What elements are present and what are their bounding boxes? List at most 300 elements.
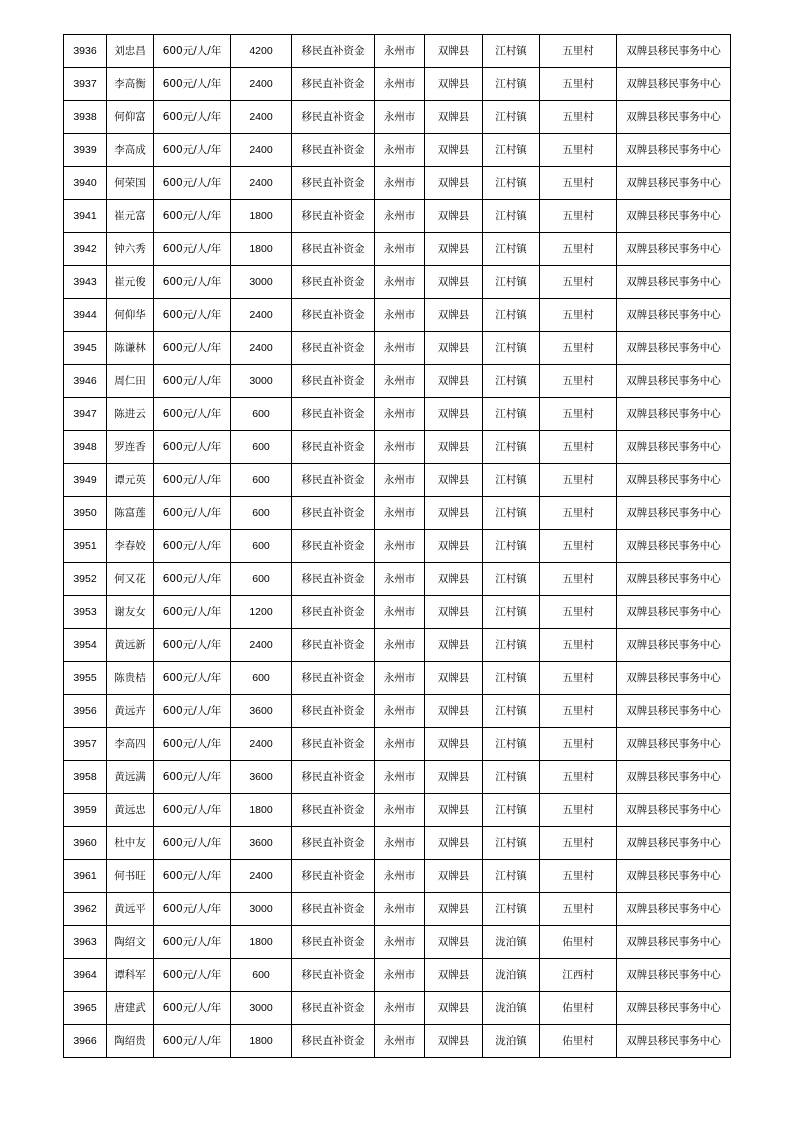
fund-type-cell: 移民直补资金	[292, 827, 375, 860]
amount-cell: 2400	[231, 68, 292, 101]
village-cell: 五里村	[540, 530, 617, 563]
fund-type-cell: 移民直补资金	[292, 662, 375, 695]
town-cell: 江村镇	[483, 794, 540, 827]
town-cell: 江村镇	[483, 101, 540, 134]
standard-cell: 600元/人/年	[154, 233, 231, 266]
town-cell: 江村镇	[483, 332, 540, 365]
agency-cell: 双牌县移民事务中心	[617, 761, 731, 794]
serial-number-cell: 3939	[64, 134, 107, 167]
table-row	[64, 1025, 731, 1058]
fund-type-cell: 移民直补资金	[292, 497, 375, 530]
village-cell: 五里村	[540, 68, 617, 101]
city-cell: 永州市	[375, 332, 425, 365]
serial-number-cell: 3956	[64, 695, 107, 728]
standard-cell: 600元/人/年	[154, 464, 231, 497]
agency-cell: 双牌县移民事务中心	[617, 365, 731, 398]
standard-cell: 600元/人/年	[154, 167, 231, 200]
city-cell: 永州市	[375, 959, 425, 992]
table-row	[64, 101, 731, 134]
table-row	[64, 299, 731, 332]
amount-cell: 600	[231, 662, 292, 695]
county-cell: 双牌县	[425, 959, 483, 992]
serial-number-cell: 3955	[64, 662, 107, 695]
name-cell: 杜中友	[107, 827, 154, 860]
fund-type-cell: 移民直补资金	[292, 860, 375, 893]
standard-cell: 600元/人/年	[154, 332, 231, 365]
county-cell: 双牌县	[425, 167, 483, 200]
serial-number-cell: 3942	[64, 233, 107, 266]
town-cell: 江村镇	[483, 497, 540, 530]
table-row	[64, 629, 731, 662]
fund-type-cell: 移民直补资金	[292, 266, 375, 299]
city-cell: 永州市	[375, 926, 425, 959]
town-cell: 江村镇	[483, 827, 540, 860]
agency-cell: 双牌县移民事务中心	[617, 629, 731, 662]
name-cell: 黄远忠	[107, 794, 154, 827]
village-cell: 五里村	[540, 728, 617, 761]
county-cell: 双牌县	[425, 266, 483, 299]
table-row	[64, 827, 731, 860]
village-cell: 五里村	[540, 134, 617, 167]
agency-cell: 双牌县移民事务中心	[617, 794, 731, 827]
amount-cell: 2400	[231, 629, 292, 662]
city-cell: 永州市	[375, 398, 425, 431]
standard-cell: 600元/人/年	[154, 563, 231, 596]
city-cell: 永州市	[375, 530, 425, 563]
amount-cell: 600	[231, 530, 292, 563]
standard-cell: 600元/人/年	[154, 695, 231, 728]
fund-type-cell: 移民直补资金	[292, 1025, 375, 1058]
county-cell: 双牌县	[425, 497, 483, 530]
city-cell: 永州市	[375, 134, 425, 167]
serial-number-cell: 3937	[64, 68, 107, 101]
table-row	[64, 893, 731, 926]
county-cell: 双牌县	[425, 101, 483, 134]
city-cell: 永州市	[375, 728, 425, 761]
village-cell: 五里村	[540, 695, 617, 728]
city-cell: 永州市	[375, 167, 425, 200]
fund-type-cell: 移民直补资金	[292, 464, 375, 497]
town-cell: 江村镇	[483, 365, 540, 398]
table-row	[64, 332, 731, 365]
town-cell: 江村镇	[483, 662, 540, 695]
town-cell: 江村镇	[483, 464, 540, 497]
agency-cell: 双牌县移民事务中心	[617, 101, 731, 134]
fund-type-cell: 移民直补资金	[292, 299, 375, 332]
amount-cell: 3600	[231, 827, 292, 860]
amount-cell: 2400	[231, 332, 292, 365]
county-cell: 双牌县	[425, 596, 483, 629]
amount-cell: 2400	[231, 860, 292, 893]
agency-cell: 双牌县移民事务中心	[617, 926, 731, 959]
town-cell: 江村镇	[483, 200, 540, 233]
town-cell: 江村镇	[483, 35, 540, 68]
name-cell: 陈富莲	[107, 497, 154, 530]
city-cell: 永州市	[375, 68, 425, 101]
fund-type-cell: 移民直补资金	[292, 959, 375, 992]
amount-cell: 2400	[231, 167, 292, 200]
town-cell: 泷泊镇	[483, 992, 540, 1025]
village-cell: 佑里村	[540, 992, 617, 1025]
agency-cell: 双牌县移民事务中心	[617, 695, 731, 728]
agency-cell: 双牌县移民事务中心	[617, 563, 731, 596]
table-row	[64, 431, 731, 464]
name-cell: 何荣国	[107, 167, 154, 200]
serial-number-cell: 3943	[64, 266, 107, 299]
table-row	[64, 596, 731, 629]
table-row	[64, 794, 731, 827]
amount-cell: 1200	[231, 596, 292, 629]
village-cell: 五里村	[540, 431, 617, 464]
standard-cell: 600元/人/年	[154, 431, 231, 464]
standard-cell: 600元/人/年	[154, 992, 231, 1025]
village-cell: 五里村	[540, 398, 617, 431]
standard-cell: 600元/人/年	[154, 530, 231, 563]
village-cell: 五里村	[540, 464, 617, 497]
standard-cell: 600元/人/年	[154, 959, 231, 992]
city-cell: 永州市	[375, 893, 425, 926]
village-cell: 五里村	[540, 233, 617, 266]
city-cell: 永州市	[375, 431, 425, 464]
city-cell: 永州市	[375, 365, 425, 398]
standard-cell: 600元/人/年	[154, 299, 231, 332]
village-cell: 五里村	[540, 662, 617, 695]
fund-type-cell: 移民直补资金	[292, 695, 375, 728]
fund-type-cell: 移民直补资金	[292, 101, 375, 134]
fund-type-cell: 移民直补资金	[292, 530, 375, 563]
agency-cell: 双牌县移民事务中心	[617, 1025, 731, 1058]
name-cell: 崔元富	[107, 200, 154, 233]
table-row	[64, 860, 731, 893]
agency-cell: 双牌县移民事务中心	[617, 35, 731, 68]
county-cell: 双牌县	[425, 233, 483, 266]
county-cell: 双牌县	[425, 728, 483, 761]
amount-cell: 600	[231, 431, 292, 464]
table-row	[64, 728, 731, 761]
city-cell: 永州市	[375, 200, 425, 233]
town-cell: 泷泊镇	[483, 1025, 540, 1058]
village-cell: 五里村	[540, 827, 617, 860]
serial-number-cell: 3938	[64, 101, 107, 134]
village-cell: 五里村	[540, 860, 617, 893]
fund-type-cell: 移民直补资金	[292, 728, 375, 761]
fund-type-cell: 移民直补资金	[292, 398, 375, 431]
fund-type-cell: 移民直补资金	[292, 992, 375, 1025]
fund-type-cell: 移民直补资金	[292, 926, 375, 959]
town-cell: 江村镇	[483, 860, 540, 893]
serial-number-cell: 3959	[64, 794, 107, 827]
amount-cell: 2400	[231, 728, 292, 761]
standard-cell: 600元/人/年	[154, 827, 231, 860]
name-cell: 崔元俊	[107, 266, 154, 299]
standard-cell: 600元/人/年	[154, 365, 231, 398]
serial-number-cell: 3963	[64, 926, 107, 959]
village-cell: 五里村	[540, 266, 617, 299]
serial-number-cell: 3948	[64, 431, 107, 464]
town-cell: 江村镇	[483, 695, 540, 728]
name-cell: 周仁田	[107, 365, 154, 398]
village-cell: 五里村	[540, 629, 617, 662]
village-cell: 五里村	[540, 200, 617, 233]
town-cell: 江村镇	[483, 233, 540, 266]
amount-cell: 1800	[231, 794, 292, 827]
amount-cell: 1800	[231, 926, 292, 959]
county-cell: 双牌县	[425, 629, 483, 662]
town-cell: 江村镇	[483, 299, 540, 332]
name-cell: 何又花	[107, 563, 154, 596]
name-cell: 陶绍贵	[107, 1025, 154, 1058]
standard-cell: 600元/人/年	[154, 398, 231, 431]
serial-number-cell: 3951	[64, 530, 107, 563]
fund-type-cell: 移民直补资金	[292, 893, 375, 926]
city-cell: 永州市	[375, 992, 425, 1025]
name-cell: 黄远卉	[107, 695, 154, 728]
name-cell: 李高成	[107, 134, 154, 167]
standard-cell: 600元/人/年	[154, 662, 231, 695]
amount-cell: 2400	[231, 299, 292, 332]
county-cell: 双牌县	[425, 827, 483, 860]
village-cell: 五里村	[540, 794, 617, 827]
name-cell: 何仰富	[107, 101, 154, 134]
village-cell: 五里村	[540, 101, 617, 134]
name-cell: 谢友女	[107, 596, 154, 629]
town-cell: 江村镇	[483, 68, 540, 101]
city-cell: 永州市	[375, 266, 425, 299]
name-cell: 陈进云	[107, 398, 154, 431]
town-cell: 江村镇	[483, 431, 540, 464]
table-row	[64, 200, 731, 233]
county-cell: 双牌县	[425, 992, 483, 1025]
name-cell: 唐建武	[107, 992, 154, 1025]
county-cell: 双牌县	[425, 431, 483, 464]
agency-cell: 双牌县移民事务中心	[617, 662, 731, 695]
amount-cell: 2400	[231, 101, 292, 134]
city-cell: 永州市	[375, 629, 425, 662]
standard-cell: 600元/人/年	[154, 893, 231, 926]
amount-cell: 600	[231, 959, 292, 992]
agency-cell: 双牌县移民事务中心	[617, 497, 731, 530]
name-cell: 刘忠昌	[107, 35, 154, 68]
serial-number-cell: 3960	[64, 827, 107, 860]
fund-type-cell: 移民直补资金	[292, 332, 375, 365]
fund-type-cell: 移民直补资金	[292, 761, 375, 794]
name-cell: 谭科军	[107, 959, 154, 992]
city-cell: 永州市	[375, 662, 425, 695]
table-row	[64, 761, 731, 794]
name-cell: 李高四	[107, 728, 154, 761]
amount-cell: 2400	[231, 134, 292, 167]
village-cell: 五里村	[540, 761, 617, 794]
table-row	[64, 266, 731, 299]
name-cell: 陈贵桔	[107, 662, 154, 695]
agency-cell: 双牌县移民事务中心	[617, 596, 731, 629]
amount-cell: 3000	[231, 365, 292, 398]
table-row	[64, 233, 731, 266]
town-cell: 江村镇	[483, 398, 540, 431]
agency-cell: 双牌县移民事务中心	[617, 860, 731, 893]
name-cell: 黄远新	[107, 629, 154, 662]
village-cell: 五里村	[540, 167, 617, 200]
standard-cell: 600元/人/年	[154, 926, 231, 959]
amount-cell: 600	[231, 497, 292, 530]
serial-number-cell: 3966	[64, 1025, 107, 1058]
agency-cell: 双牌县移民事务中心	[617, 134, 731, 167]
standard-cell: 600元/人/年	[154, 794, 231, 827]
village-cell: 五里村	[540, 497, 617, 530]
agency-cell: 双牌县移民事务中心	[617, 530, 731, 563]
serial-number-cell: 3945	[64, 332, 107, 365]
standard-cell: 600元/人/年	[154, 629, 231, 662]
town-cell: 江村镇	[483, 266, 540, 299]
agency-cell: 双牌县移民事务中心	[617, 398, 731, 431]
standard-cell: 600元/人/年	[154, 200, 231, 233]
serial-number-cell: 3957	[64, 728, 107, 761]
city-cell: 永州市	[375, 233, 425, 266]
fund-type-cell: 移民直补资金	[292, 68, 375, 101]
fund-type-cell: 移民直补资金	[292, 596, 375, 629]
table-row	[64, 992, 731, 1025]
table-row	[64, 35, 731, 68]
town-cell: 江村镇	[483, 728, 540, 761]
agency-cell: 双牌县移民事务中心	[617, 167, 731, 200]
name-cell: 谭元英	[107, 464, 154, 497]
table-row	[64, 365, 731, 398]
serial-number-cell: 3946	[64, 365, 107, 398]
serial-number-cell: 3941	[64, 200, 107, 233]
amount-cell: 1800	[231, 1025, 292, 1058]
amount-cell: 1800	[231, 233, 292, 266]
amount-cell: 3000	[231, 266, 292, 299]
city-cell: 永州市	[375, 860, 425, 893]
town-cell: 江村镇	[483, 893, 540, 926]
village-cell: 江西村	[540, 959, 617, 992]
town-cell: 江村镇	[483, 134, 540, 167]
agency-cell: 双牌县移民事务中心	[617, 332, 731, 365]
fund-type-cell: 移民直补资金	[292, 35, 375, 68]
town-cell: 泷泊镇	[483, 926, 540, 959]
amount-cell: 3000	[231, 893, 292, 926]
amount-cell: 4200	[231, 35, 292, 68]
fund-type-cell: 移民直补资金	[292, 629, 375, 662]
table-row	[64, 464, 731, 497]
county-cell: 双牌县	[425, 893, 483, 926]
serial-number-cell: 3965	[64, 992, 107, 1025]
table-row	[64, 959, 731, 992]
fund-type-cell: 移民直补资金	[292, 563, 375, 596]
county-cell: 双牌县	[425, 1025, 483, 1058]
serial-number-cell: 3947	[64, 398, 107, 431]
county-cell: 双牌县	[425, 68, 483, 101]
serial-number-cell: 3954	[64, 629, 107, 662]
village-cell: 五里村	[540, 365, 617, 398]
fund-type-cell: 移民直补资金	[292, 431, 375, 464]
village-cell: 五里村	[540, 563, 617, 596]
table-row	[64, 167, 731, 200]
agency-cell: 双牌县移民事务中心	[617, 200, 731, 233]
agency-cell: 双牌县移民事务中心	[617, 959, 731, 992]
name-cell: 何仰华	[107, 299, 154, 332]
city-cell: 永州市	[375, 827, 425, 860]
serial-number-cell: 3949	[64, 464, 107, 497]
county-cell: 双牌县	[425, 530, 483, 563]
county-cell: 双牌县	[425, 134, 483, 167]
table-row	[64, 398, 731, 431]
fund-type-cell: 移民直补资金	[292, 167, 375, 200]
table-row	[64, 695, 731, 728]
agency-cell: 双牌县移民事务中心	[617, 464, 731, 497]
table-row	[64, 530, 731, 563]
table-row	[64, 134, 731, 167]
name-cell: 陶绍文	[107, 926, 154, 959]
amount-cell: 1800	[231, 200, 292, 233]
city-cell: 永州市	[375, 596, 425, 629]
fund-type-cell: 移民直补资金	[292, 134, 375, 167]
county-cell: 双牌县	[425, 860, 483, 893]
county-cell: 双牌县	[425, 563, 483, 596]
agency-cell: 双牌县移民事务中心	[617, 266, 731, 299]
fund-type-cell: 移民直补资金	[292, 794, 375, 827]
table-body	[64, 35, 731, 1058]
name-cell: 黄远平	[107, 893, 154, 926]
standard-cell: 600元/人/年	[154, 68, 231, 101]
city-cell: 永州市	[375, 1025, 425, 1058]
town-cell: 泷泊镇	[483, 959, 540, 992]
amount-cell: 3000	[231, 992, 292, 1025]
county-cell: 双牌县	[425, 200, 483, 233]
standard-cell: 600元/人/年	[154, 1025, 231, 1058]
town-cell: 江村镇	[483, 761, 540, 794]
agency-cell: 双牌县移民事务中心	[617, 827, 731, 860]
county-cell: 双牌县	[425, 926, 483, 959]
table-row	[64, 662, 731, 695]
amount-cell: 3600	[231, 695, 292, 728]
amount-cell: 600	[231, 398, 292, 431]
standard-cell: 600元/人/年	[154, 35, 231, 68]
name-cell: 李高衡	[107, 68, 154, 101]
serial-number-cell: 3936	[64, 35, 107, 68]
county-cell: 双牌县	[425, 695, 483, 728]
town-cell: 江村镇	[483, 167, 540, 200]
county-cell: 双牌县	[425, 794, 483, 827]
table-row	[64, 926, 731, 959]
serial-number-cell: 3950	[64, 497, 107, 530]
county-cell: 双牌县	[425, 464, 483, 497]
standard-cell: 600元/人/年	[154, 266, 231, 299]
fund-type-cell: 移民直补资金	[292, 365, 375, 398]
name-cell: 李春姣	[107, 530, 154, 563]
name-cell: 钟六秀	[107, 233, 154, 266]
agency-cell: 双牌县移民事务中心	[617, 233, 731, 266]
agency-cell: 双牌县移民事务中心	[617, 299, 731, 332]
standard-cell: 600元/人/年	[154, 761, 231, 794]
amount-cell: 600	[231, 464, 292, 497]
amount-cell: 3600	[231, 761, 292, 794]
fund-type-cell: 移民直补资金	[292, 233, 375, 266]
agency-cell: 双牌县移民事务中心	[617, 893, 731, 926]
serial-number-cell: 3964	[64, 959, 107, 992]
city-cell: 永州市	[375, 497, 425, 530]
county-cell: 双牌县	[425, 398, 483, 431]
city-cell: 永州市	[375, 794, 425, 827]
town-cell: 江村镇	[483, 530, 540, 563]
serial-number-cell: 3961	[64, 860, 107, 893]
amount-cell: 600	[231, 563, 292, 596]
standard-cell: 600元/人/年	[154, 860, 231, 893]
agency-cell: 双牌县移民事务中心	[617, 431, 731, 464]
city-cell: 永州市	[375, 35, 425, 68]
fund-type-cell: 移民直补资金	[292, 200, 375, 233]
agency-cell: 双牌县移民事务中心	[617, 68, 731, 101]
